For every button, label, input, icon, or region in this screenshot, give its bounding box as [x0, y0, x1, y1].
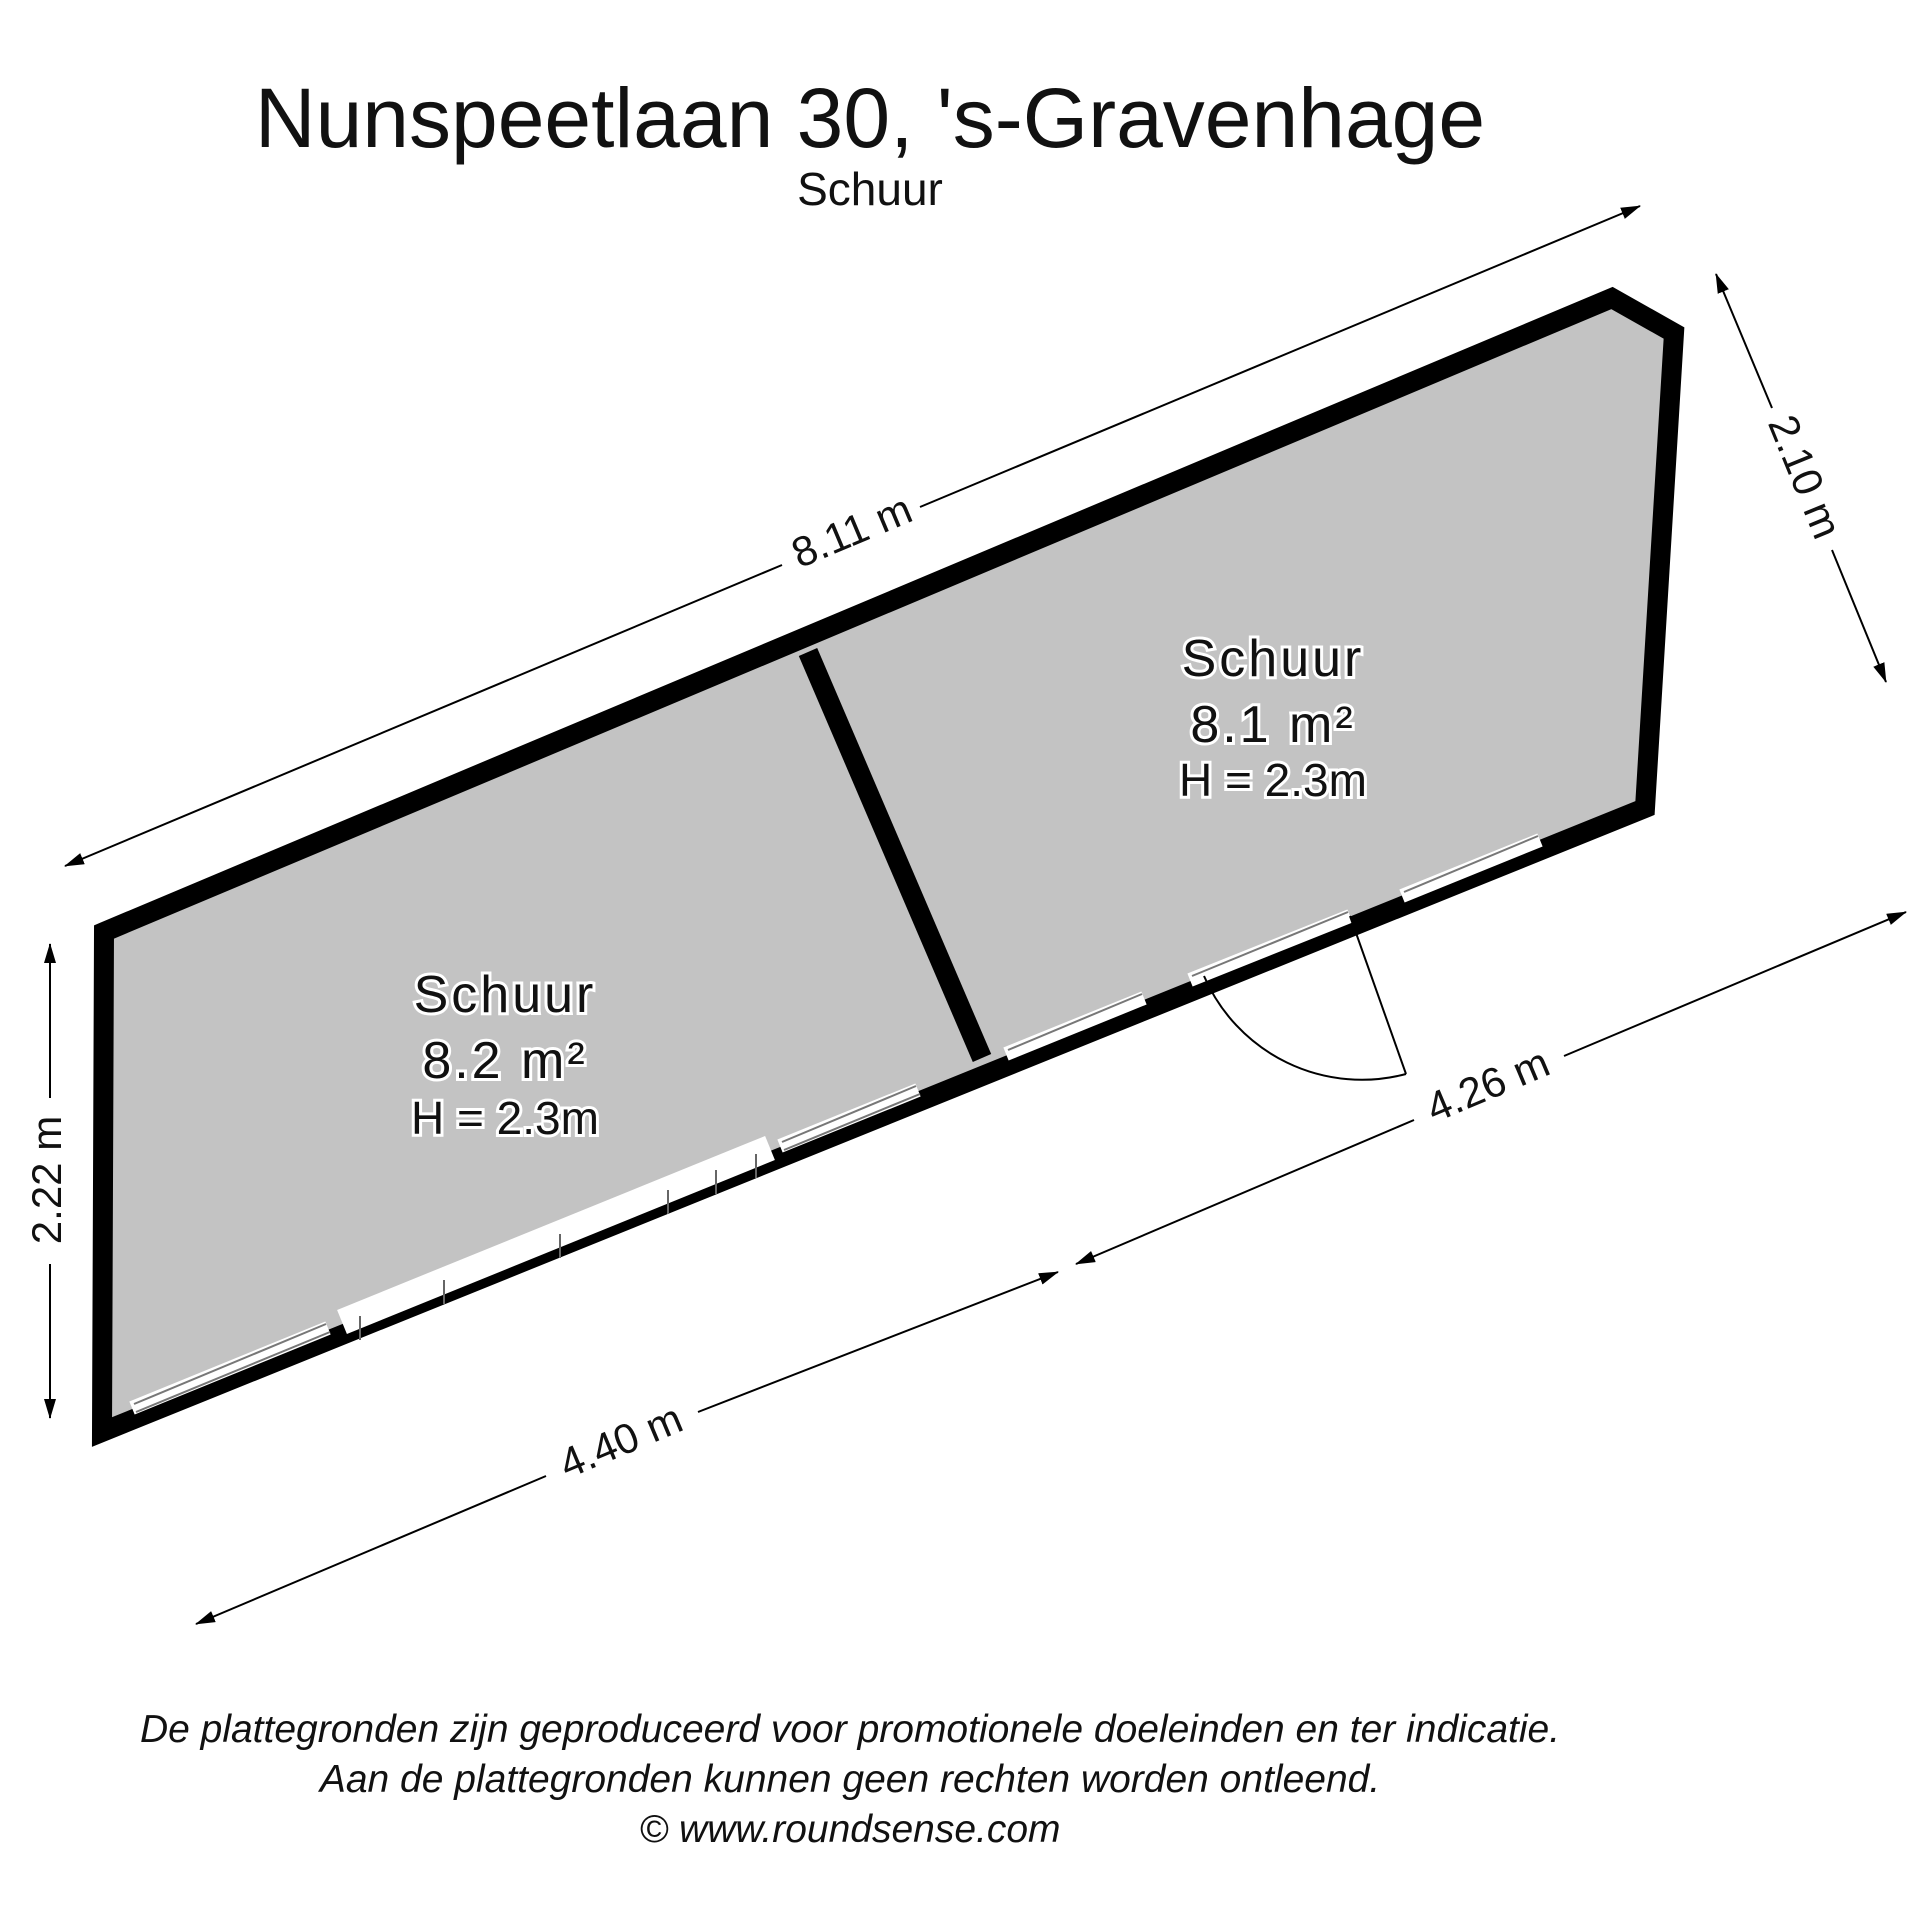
dimension-right: [1716, 274, 1886, 682]
room-area: 8.2 m²: [422, 1032, 588, 1090]
copyright-line: © www.roundsense.com: [639, 1808, 1061, 1851]
dimension-left: [23, 944, 70, 1418]
disclaimer-line-2: Aan de plattegronden kunnen geen rechten worden ontleend.: [319, 1758, 1381, 1801]
room-name: Schuur: [1181, 630, 1365, 688]
room-name: Schuur: [413, 966, 597, 1024]
room-label-right: [1179, 630, 1367, 806]
page-subtitle: Schuur: [797, 163, 943, 215]
floor-area: [102, 298, 1674, 1432]
room-height: H = 2.3m: [411, 1092, 599, 1144]
room-label-left: [411, 966, 599, 1144]
room-height: H = 2.3m: [1179, 754, 1367, 806]
dimension-bottom-left-label: 4.40 m: [552, 1394, 689, 1488]
room-area: 8.1 m²: [1190, 696, 1356, 754]
dimension-top-label: 8.11 m: [784, 484, 919, 577]
page-title: Nunspeetlaan 30, 's-Gravenhage: [254, 71, 1486, 165]
dimension-right-label: 2.10 m: [1759, 408, 1852, 546]
disclaimer-line-1: De plattegronden zijn geproduceerd voor promotionele doeleinden en ter indicatie.: [139, 1708, 1561, 1751]
dimension-left-label: 2.22 m: [23, 1115, 71, 1245]
dimension-bottom-right-label: 4.26 m: [1419, 1038, 1556, 1132]
